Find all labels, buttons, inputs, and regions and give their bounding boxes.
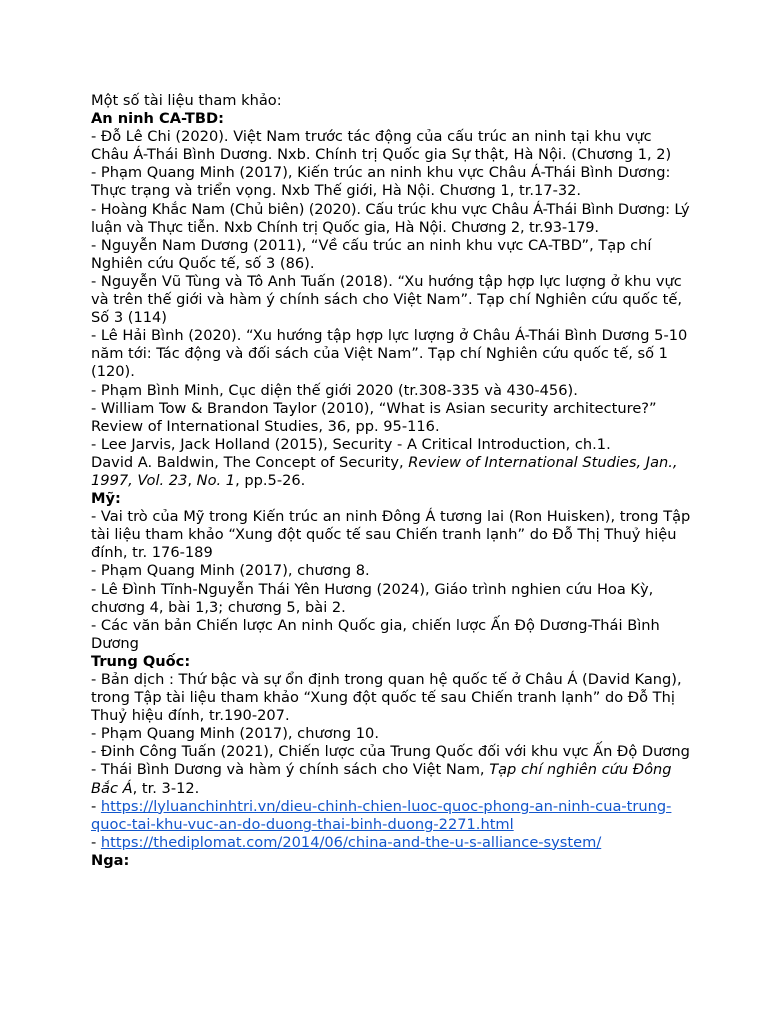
baldwin-journal: Review of International Studies, Jan., 1997, Vol. 23	[91, 453, 678, 489]
ref-link-item	[91, 834, 691, 852]
document-page	[91, 92, 691, 870]
link-dash: -	[91, 833, 101, 851]
ref-item: - Lee Jarvis, Jack Holland (2015), Security - A Critical Introduction, ch.1.	[91, 435, 611, 453]
ref-item: - Nguyễn Nam Dương (2011), “Về cấu trúc an ninh khu vực CA-TBD”, Tạp chí Nghiên cứu Quốc tế, số 3 (86).	[91, 236, 652, 272]
ref-item: - Phạm Quang Minh (2017), chương 10.	[91, 725, 379, 743]
heading-my: Mỹ:	[91, 490, 121, 508]
dinh-suffix: , tr. 3-12.	[132, 779, 200, 797]
ref-item: - Đỗ Lê Chi (2020). Việt Nam trước tác động của cấu trúc an ninh tại khu vực Châu Á-Thái Bình Dương. Nxb. Chính trị Quốc gia Sự thật, Hà Nội. (Chương 1, 2)	[91, 128, 672, 164]
ref-item: - Bản dịch : Thứ bậc và sự ổn định trong quan hệ quốc tế ở Châu Á (David Kang), trong Tập tài liệu tham khảo “Xung đột quốc tế sau Chiến tranh lạnh” do Đỗ Thị Thuỷ hiệu đính, tr.190-207.	[91, 671, 682, 725]
ref-item: - Nguyễn Vũ Tùng và Tô Anh Tuấn (2018). “Xu hướng tập hợp lực lượng ở khu vực và trên thế giới và hàm ý chính sách cho Việt Nam”. Tạp chí Nghiên cứu quốc tế, Số 3 (114)	[91, 272, 682, 327]
ref-item: - Phạm Quang Minh (2017), chương 8.	[91, 562, 370, 580]
baldwin-suffix: , pp.5-26.	[235, 471, 306, 489]
heading-atbd: An ninh CA-TBD:	[91, 110, 224, 128]
ref-item: - Vai trò của Mỹ trong Kiến trúc an ninh Đông Á tương lai (Ron Huisken), trong Tập tài liệu tham khảo “Xung đột quốc tế sau Chiến tranh lạnh” do Đỗ Thị Thuỷ hiệu đính, tr. 176-189	[91, 508, 691, 562]
baldwin-issue: No. 1	[196, 471, 236, 489]
ref-item-dinh	[91, 743, 691, 797]
heading-tq: Trung Quốc:	[91, 652, 191, 670]
dinh-prefix: - Đinh Công Tuấn (2021), Chiến lược của Trung Quốc đối với khu vực Ấn Độ Dương - Thái Bình Dương và hàm ý chính sách cho Việt Nam,	[91, 743, 690, 779]
ref-item: - Lê Hải Bình (2020). “Xu hướng tập hợp lực lượng ở Châu Á-Thái Bình Dương 5-10 năm tới: Tác động và đối sách của Việt Nam”. Tạp chí Nghiên cứu quốc tế, số 1 (120).	[91, 327, 688, 381]
dinh-journal: Tạp chí nghiên cứu Đông Bắc Á	[91, 761, 672, 797]
baldwin-sep: ,	[187, 471, 197, 489]
heading-nga: Nga:	[91, 851, 130, 869]
link-thediplomat[interactable]: https://thediplomat.com/2014/06/china-and-the-u-s-alliance-system/	[100, 833, 602, 851]
ref-link-item	[91, 798, 691, 834]
ref-item: - Lê Đình Tĩnh-Nguyễn Thái Yên Hương (2024), Giáo trình nghien cứu Hoa Kỳ, chương 4, bài 1,3; chương 5, bài 2.	[91, 580, 654, 616]
baldwin-prefix: David A. Baldwin, The Concept of Security,	[91, 453, 409, 471]
ref-item-baldwin	[91, 454, 691, 490]
ref-item: - Phạm Bình Minh, Cục diện thế giới 2020 (tr.308-335 và 430-456).	[91, 381, 578, 399]
ref-item: - William Tow & Brandon Taylor (2010), “What is Asian security architecture?” Review of International Studies, 36, pp. 95-116.	[91, 399, 657, 435]
link-lyluanchinhtri[interactable]: https://lyluanchinhtri.vn/dieu-chinh-chien-luoc-quoc-phong-an-ninh-cua-trung-quoc-tai-khu-vuc-an-do-duong-thai-binh-duong-2271.html	[91, 797, 672, 833]
intro-line: Một số tài liệu tham khảo:	[91, 92, 282, 109]
ref-item: - Phạm Quang Minh (2017), Kiến trúc an ninh khu vực Châu Á-Thái Bình Dương: Thực trạng và triển vọng. Nxb Thế giới, Hà Nội. Chương 1, tr.17-32.	[91, 164, 671, 200]
link-dash: -	[91, 797, 101, 815]
ref-item: - Các văn bản Chiến lược An ninh Quốc gia, chiến lược Ấn Độ Dương-Thái Bình Dương	[91, 616, 660, 652]
ref-item: - Hoàng Khắc Nam (Chủ biên) (2020). Cấu trúc khu vực Châu Á-Thái Bình Dương: Lý luận và Thực tiễn. Nxb Chính trị Quốc gia, Hà Nội. Chương 2, tr.93-179.	[91, 200, 690, 236]
